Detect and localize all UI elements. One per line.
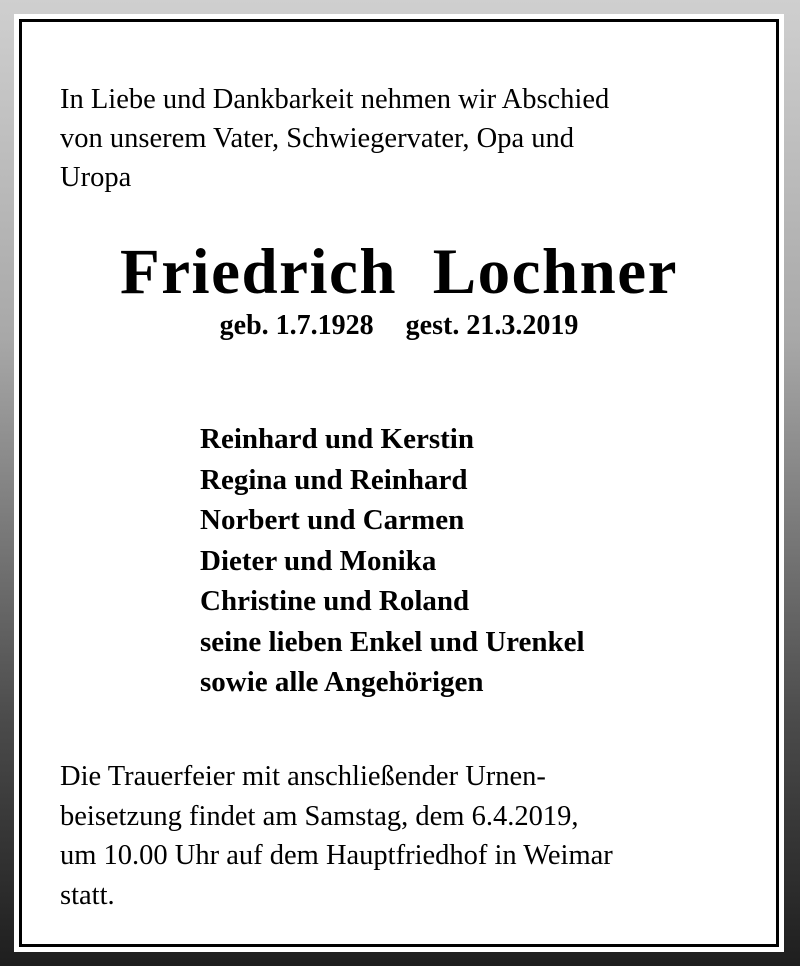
mourner-entry: Dieter und Monika (200, 544, 437, 577)
funeral-details (60, 757, 760, 915)
intro-line: Uropa (60, 162, 132, 193)
mourners-list (200, 419, 585, 703)
deceased-name: Friedrich Lochner (120, 236, 678, 308)
life-dates (14, 308, 784, 344)
intro-line: In Liebe und Dankbarkeit nehmen wir Abschied (60, 84, 610, 115)
funeral-line: statt. (60, 879, 115, 911)
funeral-line: beisetzung findet am Samstag, dem 6.4.2019, (60, 800, 579, 832)
intro-line: von unserem Vater, Schwiegervater, Opa und (60, 123, 574, 154)
mourner-entry: Reinhard und Kerstin (200, 423, 474, 455)
mourner-entry: Regina und Reinhard (200, 463, 468, 496)
intro-text (60, 80, 750, 197)
death-date: gest. 21.3.2019 (405, 310, 579, 341)
funeral-line: Die Trauerfeier mit anschließender Urnen- (60, 761, 546, 792)
obituary-notice (14, 14, 784, 952)
mourner-entry: Norbert und Carmen (200, 504, 465, 536)
birth-date: geb. 1.7.1928 (219, 310, 374, 341)
mourner-entry: sowie alle Angehörigen (200, 666, 484, 698)
mourner-entry: seine lieben Enkel und Urenkel (200, 625, 585, 658)
mourner-entry: Christine und Roland (200, 585, 470, 617)
funeral-line: um 10.00 Uhr auf dem Hauptfriedhof in Weimar (60, 840, 613, 871)
